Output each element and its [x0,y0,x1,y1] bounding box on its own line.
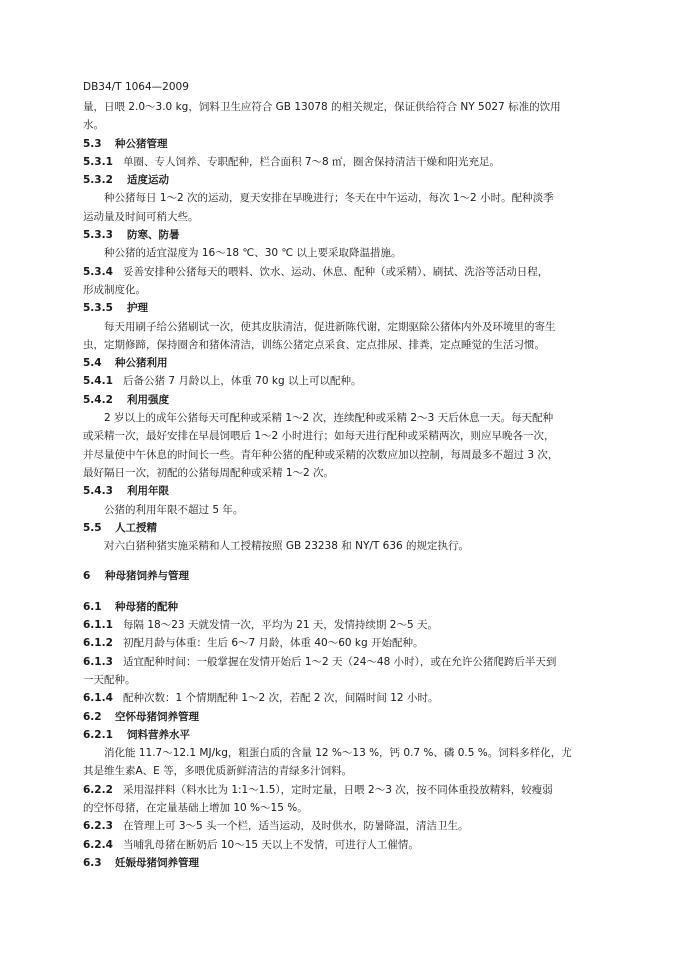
text-run: 并尽量使中午休息的时间长一些。青年种公猪的配种或采精的次数应加以控制，每周最多不超过 3 次， [83,448,559,461]
section-gap [83,586,603,598]
clause-heading [83,354,603,372]
text-run: 适宜配种时间：一般掌握在发情开始后 1～2 天（24～48 小时），或在允许公猪爬跨后半天到 [123,655,557,668]
text-run: 2 岁以上的成年公猪每天可配种或采精 1～2 次，连续配种或采精 2～3 天后休息一天。每天配种 [104,412,554,425]
body-text-line [83,616,603,634]
text-run: 配种次数：1 个情期配种 1～2 次，若配 2 次，间隔时间 12 小时。 [123,692,439,705]
clause-title: 饲料营养水平 [127,728,190,741]
clause-title: 利用强度 [127,393,169,406]
text-run: 一天配种。 [83,673,136,686]
text-run: 其是维生素A、E 等，多喂优质新鲜清洁的青绿多汁饲料。 [83,765,353,778]
clause-heading [83,391,603,409]
clause-heading [83,171,603,189]
body-text-line [83,427,603,445]
body-text-line [83,501,603,519]
text-run: 采用湿拌料（料水比为 1:1～1.5），定时定量，日喂 2～3 次，按不同体重投放精料，较瘦弱 [123,783,553,796]
clause-number: 6.1 [83,600,102,613]
text-run: 当哺乳母猪在断奶后 10～15 天以上不发情，可进行人工催情。 [123,838,419,851]
text-run: 种公猪每日 1～2 次的运动，夏天安排在早晚进行；冬天在中午运动，每次 1～2 小时。配种淡季 [104,192,554,205]
body-text-line [83,336,603,354]
clause-number: 6.1.4 [83,692,113,705]
clause-heading [83,299,603,317]
body-text-line [83,281,603,299]
section-gap [83,555,603,567]
text-run: 每天用刷子给公猪刷试一次，使其皮肤清洁，促进新陈代谢，定期驱除公猪体内外及环境里的寄生 [104,320,556,333]
body-text-line [83,464,603,482]
body-text-line [83,653,603,671]
body-text-line [83,836,603,854]
clause-number: 6.1.1 [83,619,113,632]
text-run: 每隔 18～23 天就发情一次，平均为 21 天，发情持续期 2～5 天。 [123,619,438,632]
text-run: 形成制度化。 [83,283,146,296]
clause-number: 6.2 [83,710,102,723]
text-run: 最好隔日一次，初配的公猪每周配种或采精 1～2 次。 [83,466,335,479]
clause-number: 5.3.4 [83,265,113,278]
body-text-line [83,744,603,762]
text-run: 单圈、专人饲养、专职配种，栏合面积 7～8 ㎡，圈舍保持清洁干燥和阳光充足。 [123,155,501,168]
clause-number: 6.2.2 [83,783,113,796]
text-run: 初配月龄与体重：生后 6～7 月龄，体重 40～60 kg 开始配种。 [123,637,424,650]
clause-heading [83,519,603,537]
text-run: 后备公猪 7 月龄以上，体重 70 kg 以上可以配种。 [123,375,362,388]
clause-title: 种公猪管理 [115,137,168,150]
text-run: 水。 [83,119,104,132]
clause-number: 5.4.3 [83,485,113,498]
text-run: 或采精一次，最好安排在早晨饲喂后 1～2 小时进行；如每天进行配种或采精两次，则应早晚各一次， [83,430,555,443]
clause-number: 5.4 [83,357,102,370]
body-text-line [83,671,603,689]
body-text-line [83,781,603,799]
clause-number: 5.4.2 [83,393,113,406]
clause-number: 6.1.3 [83,655,113,668]
text-run: 量，日喂 2.0～3.0 kg，饲料卫生应符合 GB 13078 的相关规定，保证供给符合 NY 5027 标准的饮用 [83,101,561,113]
text-run: 运动量及时间可稍大些。 [83,210,199,223]
body-text-line [83,116,603,134]
clause-number: 6.3 [83,856,102,869]
clause-title: 适度运动 [127,174,169,187]
clause-title: 防寒、防暑 [127,229,180,242]
body-text-line [83,208,603,226]
clause-number: 5.3.2 [83,174,113,187]
clause-title: 种母猪的配种 [115,600,178,613]
clause-title: 空怀母猪饲养管理 [115,710,199,723]
text-run: 消化能 11.7～12.1 MJ/kg，粗蛋白质的含量 12 %～13 %，钙 0.7 %、磷 0.5 %。饲料多样化，尤 [104,747,572,760]
body-text-line [83,537,603,555]
body-text-line [83,409,603,427]
document-body [83,98,603,872]
text-run: 妥善安排种公猪每天的喂料、饮水、运动、休息、配种（或采精）、刷拭、洗浴等活动日程， [123,265,549,278]
body-text-line [83,762,603,780]
document-code-header: DB34/T 1064—2009 [83,81,189,93]
body-text-line [83,189,603,207]
body-text-line [83,634,603,652]
clause-title: 种母猪饲养与管理 [105,570,189,583]
clause-title: 利用年限 [127,485,169,498]
text-run: 公猪的利用年限不超过 5 年。 [104,503,244,516]
clause-number: 6.2.4 [83,838,113,851]
body-text-line [83,817,603,835]
body-text-line [83,799,603,817]
body-text-line [83,689,603,707]
clause-heading [83,726,603,744]
clause-heading [83,226,603,244]
clause-number: 5.4.1 [83,375,113,388]
clause-heading [83,854,603,872]
text-run: 对六白猪种猪实施采精和人工授精按照 GB 23238 和 NY/T 636 的规定执行。 [104,540,470,553]
clause-number: 5.5 [83,521,102,534]
clause-heading [83,598,603,616]
clause-number: 5.3.5 [83,302,113,315]
text-run: 种公猪的适宜湿度为 16～18 ℃、30 ℃ 以上要采取降温措施。 [104,247,402,260]
clause-heading [83,135,603,153]
body-text-line [83,244,603,262]
clause-number: 5.3.1 [83,155,113,168]
body-text-line [83,263,603,281]
clause-heading [83,567,603,585]
clause-title: 人工授精 [115,521,157,534]
text-run: 虫，定期修蹄，保持圈舍和猪体清洁，训练公猪定点采食、定点排尿、排粪，定点睡觉的生活习惯。 [83,338,545,351]
body-text-line [83,98,603,116]
clause-title: 护理 [127,302,148,315]
clause-heading [83,708,603,726]
body-text-line [83,153,603,171]
text-run: 的空怀母猪，在定量基础上增加 10 %～15 %。 [83,801,308,814]
clause-number: 6.2.1 [83,728,113,741]
clause-number: 5.3.3 [83,229,113,242]
clause-title: 妊娠母猪饲养管理 [115,856,199,869]
clause-number: 6.1.2 [83,637,113,650]
body-text-line [83,446,603,464]
clause-number: 6 [83,570,91,583]
text-run: 在管理上可 3～5 头一个栏，适当运动，及时供水，防暑降温，清洁卫生。 [123,820,469,833]
clause-number: 5.3 [83,137,102,150]
clause-heading [83,482,603,500]
clause-number: 6.2.3 [83,820,113,833]
body-text-line [83,318,603,336]
body-text-line [83,372,603,390]
clause-title: 种公猪利用 [115,357,168,370]
